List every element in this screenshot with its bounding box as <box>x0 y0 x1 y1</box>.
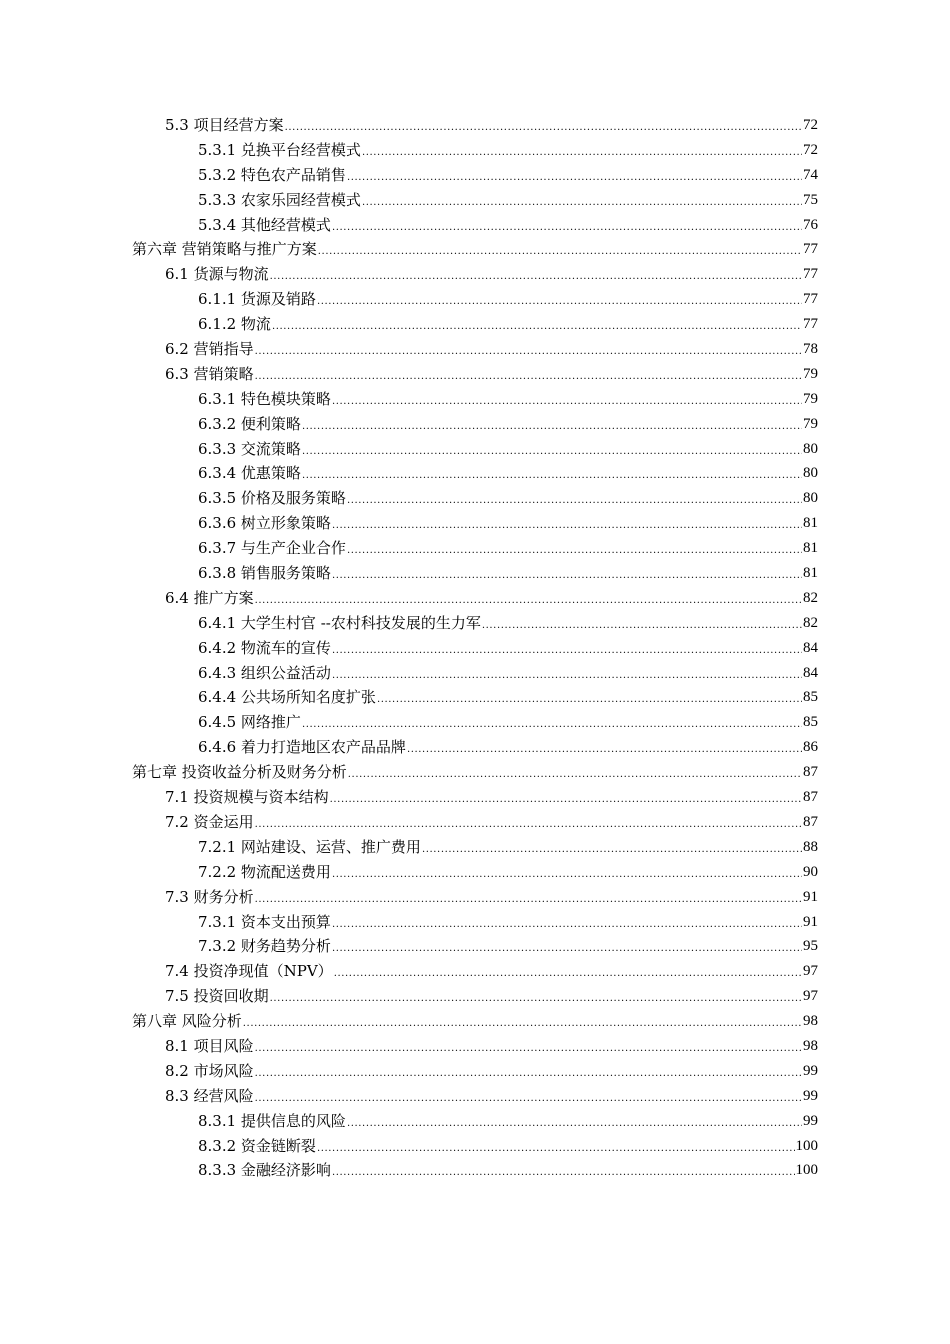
dot-leader <box>362 188 802 213</box>
toc-entry[interactable] <box>0 337 950 362</box>
dot-leader <box>332 213 802 238</box>
toc-entry-page-number: 85 <box>803 714 818 731</box>
toc-entry-title: 6.4.6 着力打造地区农产品品牌 <box>198 738 406 757</box>
toc-entry[interactable] <box>0 910 950 935</box>
toc-entry-page-number: 72 <box>803 141 818 158</box>
dot-leader <box>347 486 802 511</box>
toc-entry-title: 8.3.2 资金链断裂 <box>198 1136 316 1155</box>
toc-entry[interactable] <box>0 486 950 511</box>
toc-entry[interactable] <box>0 262 950 287</box>
toc-entry[interactable] <box>0 586 950 611</box>
toc-entry-page-number: 81 <box>803 565 818 582</box>
dot-leader <box>318 237 802 262</box>
toc-entry[interactable] <box>0 312 950 337</box>
toc-entry-title: 6.3.5 价格及服务策略 <box>198 489 346 508</box>
toc-entry[interactable] <box>0 188 950 213</box>
toc-entry-page-number: 98 <box>803 1013 818 1030</box>
dot-leader <box>270 262 802 287</box>
toc-entry[interactable] <box>0 934 950 959</box>
toc-entry[interactable] <box>0 461 950 486</box>
dot-leader <box>332 910 802 935</box>
toc-entry[interactable] <box>0 213 950 238</box>
dot-leader <box>302 710 802 735</box>
toc-entry-title: 5.3 项目经营方案 <box>165 116 284 134</box>
toc-entry[interactable] <box>0 1158 950 1183</box>
toc-entry[interactable] <box>0 1109 950 1134</box>
toc-entry-page-number: 77 <box>803 241 818 258</box>
toc-entry-page-number: 77 <box>803 316 818 333</box>
toc-entry[interactable] <box>0 387 950 412</box>
dot-leader <box>255 810 802 835</box>
dot-leader <box>317 1134 795 1159</box>
dot-leader <box>422 835 802 860</box>
toc-entry-title: 8.3.3 金融经济影响 <box>198 1161 331 1180</box>
dot-leader <box>407 735 802 760</box>
toc-entry-title: 7.2.2 物流配送费用 <box>198 862 331 881</box>
toc-entry[interactable] <box>0 561 950 586</box>
toc-entry-page-number: 97 <box>803 988 818 1005</box>
dot-leader <box>302 437 802 462</box>
toc-entry-title: 6.1.1 货源及销路 <box>198 290 316 309</box>
dot-leader <box>332 934 802 959</box>
toc-entry-page-number: 87 <box>803 789 818 806</box>
dot-leader <box>482 611 802 636</box>
toc-entry-title: 8.3 经营风险 <box>165 1086 254 1105</box>
toc-entry[interactable] <box>0 611 950 636</box>
toc-entry-title: 7.4 投资净现值（NPV） <box>165 962 333 981</box>
dot-leader <box>332 561 802 586</box>
toc-entry-page-number: 80 <box>803 440 818 457</box>
dot-leader <box>302 461 802 486</box>
toc-entry-page-number: 88 <box>803 838 818 855</box>
toc-entry[interactable] <box>0 735 950 760</box>
toc-entry[interactable] <box>0 760 950 785</box>
toc-entry-page-number: 80 <box>803 465 818 482</box>
dot-leader <box>347 163 802 188</box>
toc-entry[interactable] <box>0 511 950 536</box>
dot-leader <box>332 661 802 686</box>
toc-entry-page-number: 100 <box>795 1162 818 1179</box>
toc-entry[interactable] <box>0 138 950 163</box>
toc-entry-title: 7.3.1 资本支出预算 <box>198 912 331 931</box>
toc-entry[interactable] <box>0 113 950 138</box>
toc-entry-page-number: 91 <box>803 913 818 930</box>
toc-entry[interactable] <box>0 362 950 387</box>
toc-entry-page-number: 82 <box>803 614 818 631</box>
toc-entry-page-number: 77 <box>803 291 818 308</box>
dot-leader <box>332 387 802 412</box>
dot-leader <box>302 412 802 437</box>
toc-entry[interactable] <box>0 287 950 312</box>
toc-entry-page-number: 77 <box>803 266 818 283</box>
toc-entry[interactable] <box>0 885 950 910</box>
dot-leader <box>377 685 802 710</box>
toc-entry[interactable] <box>0 412 950 437</box>
toc-entry[interactable] <box>0 1009 950 1034</box>
toc-entry-page-number: 99 <box>803 1087 818 1104</box>
toc-entry-title: 6.4.5 网络推广 <box>198 713 301 732</box>
toc-entry[interactable] <box>0 785 950 810</box>
toc-entry-title: 8.1 项目风险 <box>165 1036 254 1055</box>
toc-entry-title: 6.3.1 特色模块策略 <box>198 389 331 408</box>
toc-entry-title: 7.2 资金运用 <box>165 812 254 831</box>
dot-leader <box>332 1158 795 1183</box>
toc-entry-title: 第八章 风险分析 <box>132 1012 242 1031</box>
dot-leader <box>347 1109 802 1134</box>
toc-entry-page-number: 100 <box>795 1137 818 1154</box>
toc-entry-page-number: 91 <box>803 888 818 905</box>
toc-entry-page-number: 78 <box>803 341 818 358</box>
dot-leader <box>255 586 802 611</box>
dot-leader <box>317 287 802 312</box>
toc-entry-title: 6.2 营销指导 <box>165 340 254 359</box>
toc-entry-title: 6.4.2 物流车的宣传 <box>198 638 331 657</box>
toc-entry-title: 6.3.8 销售服务策略 <box>198 564 331 583</box>
toc-entry-page-number: 76 <box>803 216 818 233</box>
toc-entry-title: 6.4.1 大学生村官 --农村科技发展的生力军 <box>198 613 481 632</box>
toc-entry-page-number: 74 <box>803 166 818 183</box>
toc-entry[interactable] <box>0 710 950 735</box>
toc-entry-page-number: 75 <box>803 191 818 208</box>
toc-entry-page-number: 79 <box>803 415 818 432</box>
toc-entry-title: 6.3.2 便利策略 <box>198 414 301 433</box>
dot-leader <box>285 113 802 138</box>
toc-entry-page-number: 99 <box>803 1062 818 1079</box>
toc-entry-title: 6.1 货源与物流 <box>165 265 269 284</box>
toc-entry[interactable] <box>0 984 950 1009</box>
toc-entry[interactable] <box>0 237 950 262</box>
toc-entry-title: 6.3.3 交流策略 <box>198 439 301 458</box>
dot-leader <box>255 337 802 362</box>
dot-leader <box>270 984 802 1009</box>
toc-entry-title: 7.5 投资回收期 <box>165 987 269 1006</box>
toc-entry-page-number: 95 <box>803 938 818 955</box>
toc-entry-title: 第七章 投资收益分析及财务分析 <box>132 763 347 782</box>
toc-entry-title: 6.3.7 与生产企业合作 <box>198 539 346 558</box>
toc-entry[interactable] <box>0 860 950 885</box>
toc-entry-title: 5.3.1 兑换平台经营模式 <box>198 140 361 159</box>
toc-entry-page-number: 84 <box>803 639 818 656</box>
toc-entry[interactable] <box>0 636 950 661</box>
toc-entry-title: 7.3 财务分析 <box>165 887 254 906</box>
toc-entry-title: 6.3.4 优惠策略 <box>198 464 301 483</box>
toc-entry-title: 6.1.2 物流 <box>198 315 271 334</box>
toc-entry-page-number: 81 <box>803 540 818 557</box>
toc-entry-page-number: 82 <box>803 589 818 606</box>
toc-entry[interactable] <box>0 835 950 860</box>
dot-leader <box>255 1084 802 1109</box>
toc-entry-page-number: 98 <box>803 1037 818 1054</box>
dot-leader <box>362 138 802 163</box>
toc-entry[interactable] <box>0 1134 950 1159</box>
toc-entry-page-number: 99 <box>803 1112 818 1129</box>
toc-entry-title: 6.4.3 组织公益活动 <box>198 663 331 682</box>
toc-entry-page-number: 87 <box>803 813 818 830</box>
toc-entry-title: 7.3.2 财务趋势分析 <box>198 937 331 956</box>
dot-leader <box>332 636 802 661</box>
dot-leader <box>255 1059 802 1084</box>
dot-leader <box>272 312 802 337</box>
toc-entry-title: 8.3.1 提供信息的风险 <box>198 1111 346 1130</box>
toc-entry[interactable] <box>0 959 950 984</box>
toc-entry-title: 6.4 推广方案 <box>165 588 254 607</box>
dot-leader <box>255 885 802 910</box>
toc-entry[interactable] <box>0 163 950 188</box>
toc-entry-page-number: 72 <box>803 117 818 133</box>
toc-entry-title: 5.3.2 特色农产品销售 <box>198 165 346 184</box>
toc-entry-title: 第六章 营销策略与推广方案 <box>132 240 317 259</box>
toc-entry-title: 7.2.1 网站建设、运营、推广费用 <box>198 837 421 856</box>
toc-entry[interactable] <box>0 1059 950 1084</box>
dot-leader <box>347 536 802 561</box>
toc-entry[interactable] <box>0 1034 950 1059</box>
dot-leader <box>332 511 802 536</box>
toc-entry-title: 8.2 市场风险 <box>165 1061 254 1080</box>
toc-entry-title: 6.3 营销策略 <box>165 364 254 383</box>
toc-entry-page-number: 81 <box>803 515 818 532</box>
toc-entry-title: 5.3.4 其他经营模式 <box>198 215 331 234</box>
toc-entry[interactable] <box>0 810 950 835</box>
toc-entry[interactable] <box>0 1084 950 1109</box>
dot-leader <box>255 362 802 387</box>
toc-entry[interactable] <box>0 437 950 462</box>
toc-entry-title: 6.3.6 树立形象策略 <box>198 514 331 533</box>
toc-entry-page-number: 84 <box>803 664 818 681</box>
toc-entry-page-number: 79 <box>803 365 818 382</box>
toc-entry[interactable] <box>0 685 950 710</box>
dot-leader <box>330 785 802 810</box>
toc-entry-title: 6.4.4 公共场所知名度扩张 <box>198 688 376 707</box>
toc-entry-page-number: 85 <box>803 689 818 706</box>
toc-entry-page-number: 90 <box>803 863 818 880</box>
dot-leader <box>332 860 802 885</box>
toc-entry-title: 5.3.3 农家乐园经营模式 <box>198 190 361 209</box>
table-of-contents <box>0 113 950 1183</box>
toc-entry-page-number: 86 <box>803 739 818 756</box>
toc-entry-page-number: 97 <box>803 963 818 980</box>
toc-entry-page-number: 87 <box>803 764 818 781</box>
toc-entry-title: 7.1 投资规模与资本结构 <box>165 788 329 807</box>
dot-leader <box>334 959 802 984</box>
dot-leader <box>243 1009 802 1034</box>
toc-entry[interactable] <box>0 661 950 686</box>
dot-leader <box>348 760 802 785</box>
toc-entry[interactable] <box>0 536 950 561</box>
toc-entry-page-number: 79 <box>803 390 818 407</box>
dot-leader <box>255 1034 802 1059</box>
toc-entry-page-number: 80 <box>803 490 818 507</box>
